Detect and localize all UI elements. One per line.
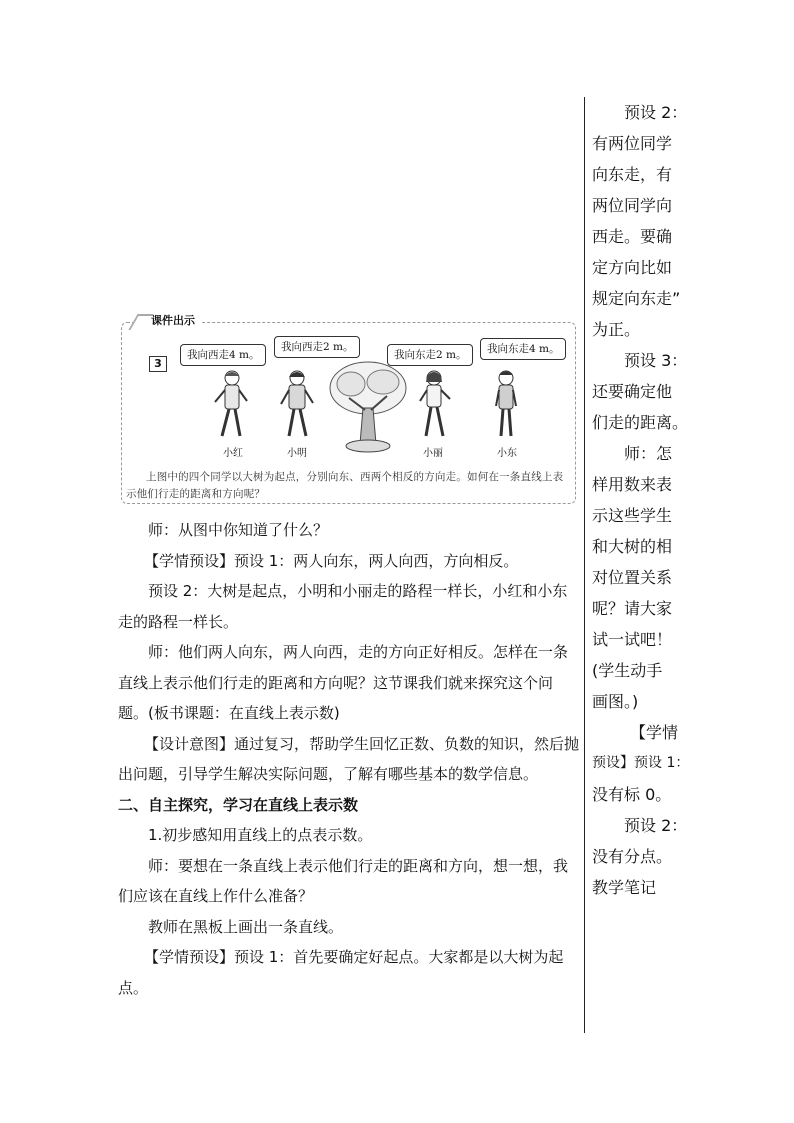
side-line: 呢？请大家 xyxy=(592,599,673,618)
courseware-figure xyxy=(121,312,576,504)
side-line: 预设 2： xyxy=(624,103,688,122)
paragraph: 师：从图中你知道了什么？ xyxy=(148,521,329,539)
paragraph: 教师在黑板上画出一条直线。 xyxy=(148,917,344,936)
paragraph: 师：他们两人向东，两人向西，走的方向正好相反。怎样在一条直线上表示他们行走的距离和方向呢？这节课我们就来探究这个问题。(板书课题：在直线上表示数) xyxy=(118,643,569,722)
side-line: 对位置关系 xyxy=(592,568,673,587)
name-xiaohong: 小红 xyxy=(223,448,243,459)
side-line: 为正。 xyxy=(592,320,641,339)
side-line: 向东走，有 xyxy=(592,165,673,184)
child-xiaoming-illustration xyxy=(275,368,319,442)
side-line: 教学笔记 xyxy=(592,878,657,897)
speech-bubble-xiaoli: 我向东走2 m。 xyxy=(387,344,473,366)
figure-caption: 上图中的四个同学以大树为起点，分别向东、西两个相反的方向走。如何在一条直线上表示他们行走的距离和方向呢？ xyxy=(126,471,564,500)
side-line: 预设 3： xyxy=(624,351,688,370)
paragraph: 预设 2：大树是起点，小明和小丽走的路程一样长，小红和小东走的路程一样长。 xyxy=(118,582,568,631)
side-line: 没有标 0。 xyxy=(592,785,672,804)
side-line: 师：怎 xyxy=(624,444,673,463)
paragraph: 【设计意图】通过复习，帮助学生回忆正数、负数的知识，然后抛出问题，引导学生解决实际问题，了解有哪些基本的数学信息。 xyxy=(118,734,580,783)
figure-frame xyxy=(121,322,576,504)
side-line: 们走的距离。 xyxy=(592,413,689,432)
big-tree-illustration xyxy=(327,358,409,456)
paragraph: 1.初步感知用直线上的点表示数。 xyxy=(148,826,373,844)
side-line: (学生动手 xyxy=(592,661,663,680)
column-divider xyxy=(584,97,585,1033)
child-xiaohong-illustration xyxy=(210,368,254,442)
lesson-body xyxy=(118,515,582,1003)
side-line: 西走。要确 xyxy=(592,227,673,246)
name-xiaodong: 小东 xyxy=(497,448,517,459)
side-line: 试一试吧！ xyxy=(592,630,673,649)
side-line: 没有分点。 xyxy=(592,847,673,866)
side-line: 两位同学向 xyxy=(592,196,673,215)
courseware-label: 课件出示 xyxy=(133,312,201,330)
side-line: 预设】预设 1： xyxy=(592,755,690,771)
name-xiaoli: 小丽 xyxy=(423,448,443,459)
speech-bubble-xiaohong: 我向西走4 m。 xyxy=(180,344,266,366)
paragraph: 【学情预设】预设 1：两人向东，两人向西，方向相反。 xyxy=(144,551,519,570)
side-line: 定方向比如 xyxy=(592,258,673,277)
name-xiaoming: 小明 xyxy=(287,448,307,459)
child-xiaodong-illustration xyxy=(484,368,528,442)
speech-bubble-xiaoming: 我向西走2 m。 xyxy=(274,336,360,358)
side-notes xyxy=(592,97,694,903)
section-heading: 二、自主探究，学习在直线上表示数 xyxy=(118,795,359,814)
side-line: 还要确定他 xyxy=(592,382,673,401)
side-line: 【学情 xyxy=(630,723,679,742)
paragraph: 师：要想在一条直线上表示他们行走的距离和方向，想一想，我们应该在直线上作什么准备？ xyxy=(118,856,569,905)
side-line: 预设 2： xyxy=(624,816,688,835)
side-line: 和大树的相 xyxy=(592,537,673,556)
side-line: 画图。) xyxy=(592,692,639,711)
side-line: 样用数来表 xyxy=(592,475,673,494)
side-line: 有两位同学 xyxy=(592,134,673,153)
child-xiaoli-illustration xyxy=(412,368,456,442)
side-line: 规定向东走” xyxy=(592,289,681,308)
problem-number: 3 xyxy=(149,356,167,372)
paragraph: 【学情预设】预设 1：首先要确定好起点。大家都是以大树为起点。 xyxy=(118,948,564,997)
side-line: 示这些学生 xyxy=(592,506,673,525)
speech-bubble-xiaodong: 我向东走4 m。 xyxy=(480,338,566,360)
